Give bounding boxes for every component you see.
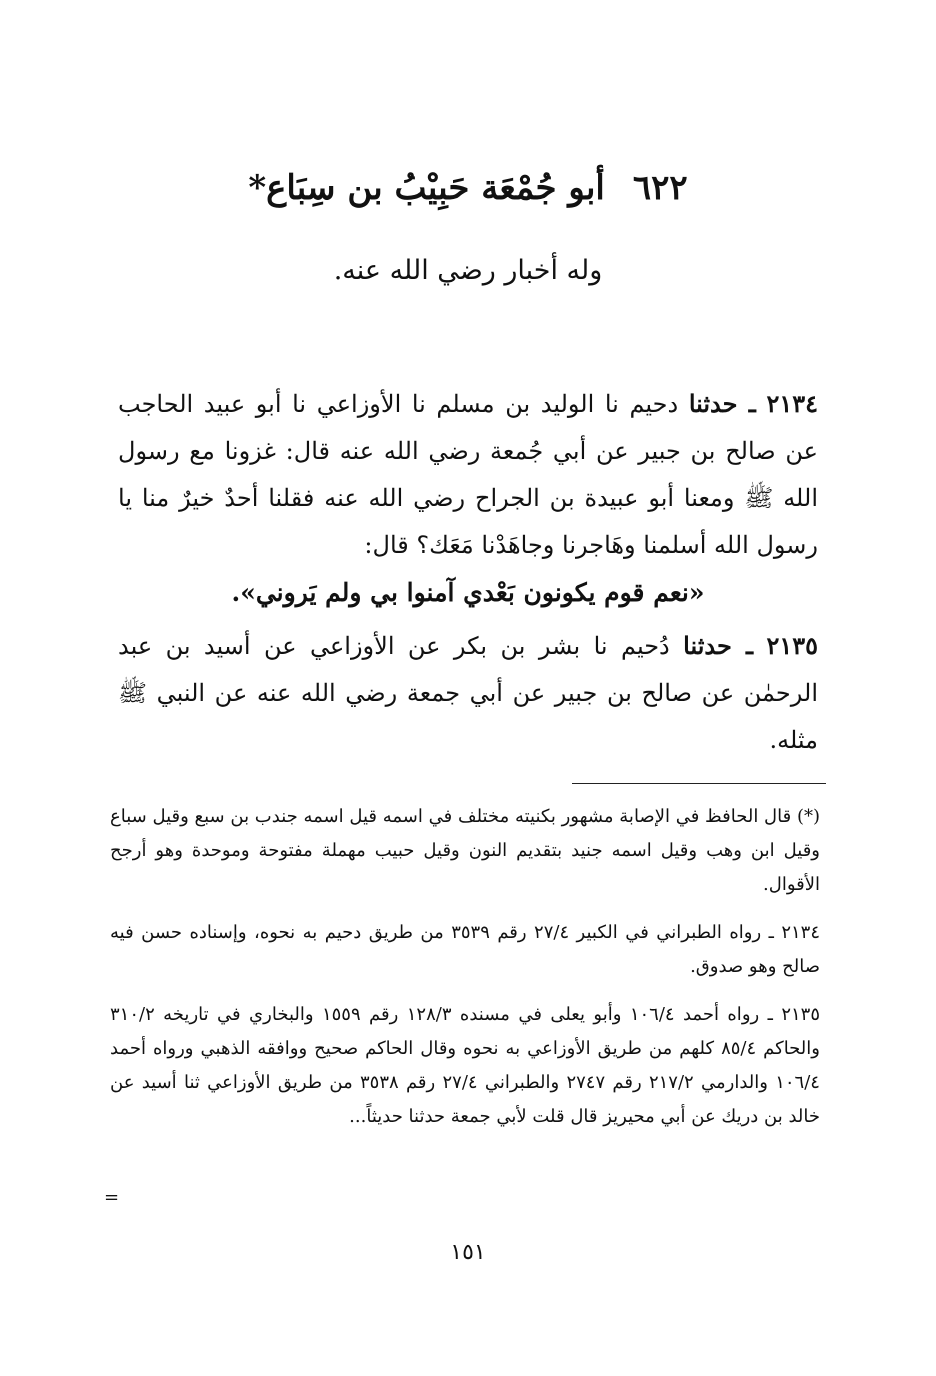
hadith-text: دُحيم نا بشر بن بكر عن الأوزاعي عن أسيد بن عبد الرحمٰن عن صالح بن جبير عن أبي جمعة رضي الله عنه عن النبي ﷺ مثله. [118,632,818,754]
page-number: ١٥١ [450,1240,486,1265]
hadith-lead-word: ـ حدثنا [688,389,756,418]
chapter-heading [120,160,816,216]
chapter-number: ٦٢٢ [632,168,688,208]
hadith-2134 [118,380,818,616]
footnote-text: قال الحافظ في الإصابة مشهور بكنيته مختلف في اسمه قيل اسمه جندب بن سبع وقيل سباع وقيل ابن وهب وقيل اسمه جنيد بتقديم النون وقيل حبيب مهملة مفتوحة وموحدة وهو أرجح الأقوال. [110,806,820,895]
footnote-ref: ٢١٣٥ ـ [767,1004,820,1025]
footnote-2135 [110,998,820,1134]
hadith-number: ٢١٣٤ [766,389,819,418]
footnote-2134 [110,916,820,984]
hadith-lead-word: ـ حدثنا [683,631,754,660]
footnote-text: رواه أحمد ١٠٦/٤ وأبو يعلى في مسنده ١٢٨/٣ رقم ١٥٥٩ والبخاري في تاريخه ٣١٠/٢ والحاكم ٨٥/٤ كلهم من طريق الأوزاعي به نحوه وقال الحاكم صحيح ووافقه الذهبي ورواه أحمد ١٠٦/٤ والدارمي ٢١٧/٢ رقم ٢٧٤٧ والطبراني ٢٧/٤ رقم ٣٥٣٨ من طريق الأوزاعي ثنا أسيد عن خالد بن دريك عن أبي محيريز قال قلت لأبي جمعة حدثنا حديثاً... [110,1004,820,1127]
footnote-text: رواه الطبراني في الكبير ٢٧/٤ رقم ٣٥٣٩ من طريق دحيم به نحوه، وإسناده حسن فيه صالح وهو صدوق. [110,922,820,977]
hadith-text: دحيم نا الوليد بن مسلم نا الأوزاعي نا أبو عبيد الحاجب عن صالح بن جبير عن أبي جُمعة رضي الله عنه قال: غزونا مع رسول الله ﷺ ومعنا أبو عبيدة بن الجراح رضي الله عنه فقلنا أحدٌ خيرٌ منا يا رسول الله أسلمنا وهَاجرنا وجاهَدْنا مَعَك؟ قال: [118,390,818,559]
hadith-number: ٢١٣٥ [766,631,818,660]
hadith-matn: «نعم قوم يكونون بَعْدي آمنوا بي ولم يَروني». [231,578,705,607]
chapter-name: أبو جُمْعَة حَبِيْبُ بن سِبَاع* [248,168,605,208]
chapter-subheading: وله أخبار رضي الله عنه. [333,255,603,286]
footnote-ref: ٢١٣٤ ـ [768,922,820,943]
footnote-heading [110,800,820,902]
footnote-separator [572,783,826,784]
footnotes [110,800,820,1148]
footnote-ref: (*) [796,806,820,827]
hadith-2135 [118,622,818,764]
continuation-mark: = [104,1187,120,1208]
